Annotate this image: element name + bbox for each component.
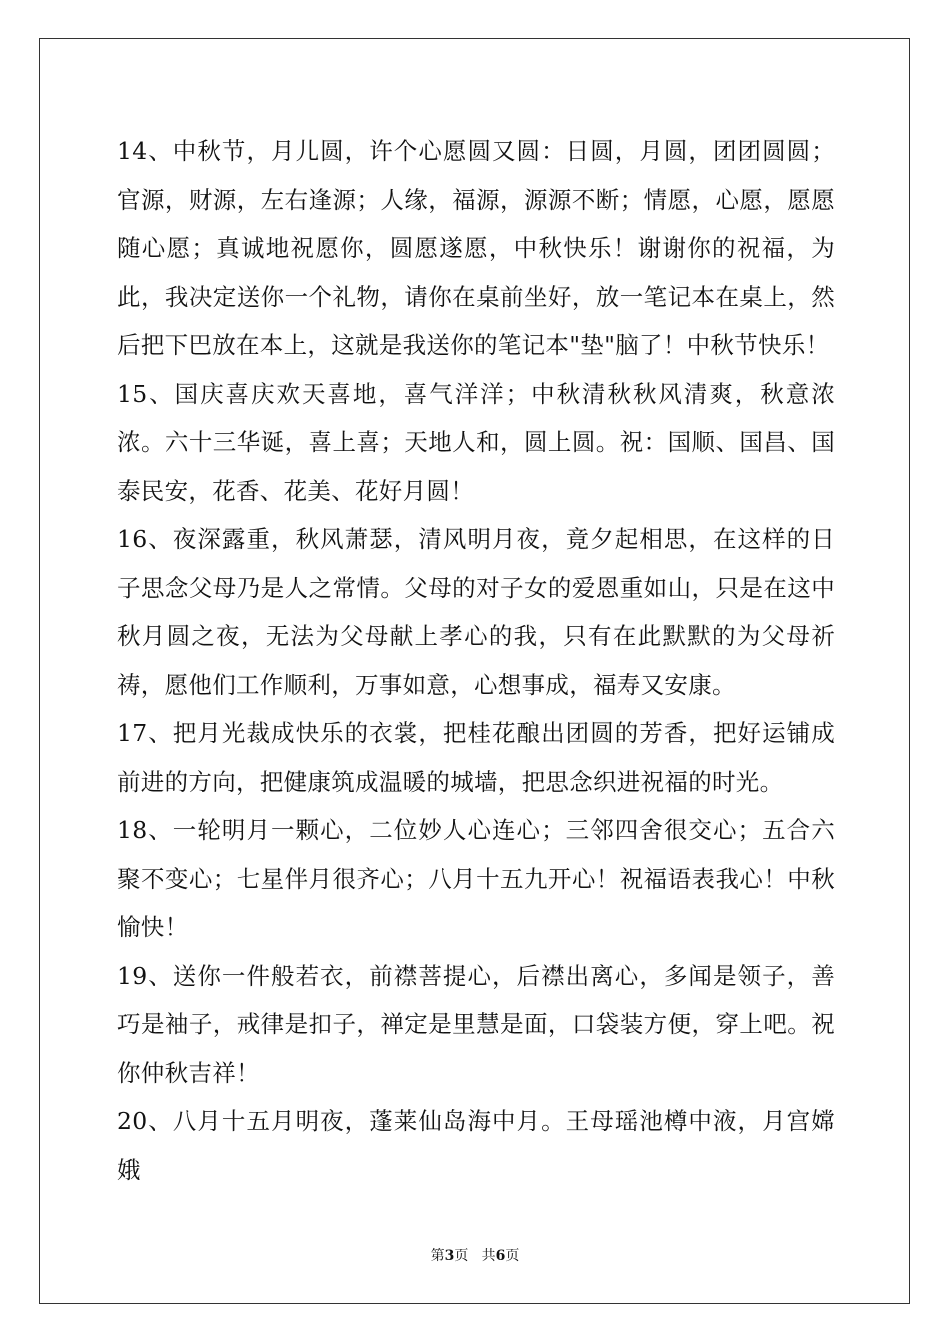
- paragraph-14: 14、中秋节，月儿圆，许个心愿圆又圆：日圆，月圆，团团圆圆；官源，财源，左右逢源；人缘，福源，源源不断；情愿，心愿，愿愿随心愿；真诚地祝愿你，圆愿遂愿，中秋快乐！谢谢你的祝福，为此，我决定送你一个礼物，请你在桌前坐好，放一笔记本在桌上，然后把下巴放在本上，这就是我送你的笔记本"垫"脑了！中秋节快乐！: [117, 137, 835, 359]
- page-total: 共6页: [481, 1248, 520, 1264]
- paragraph-16: 16、夜深露重，秋风萧瑟，清风明月夜，竟夕起相思，在这样的日子思念父母乃是人之常情。父母的对子女的爱恩重如山，只是在这中秋月圆之夜，无法为父母献上孝心的我，只有在此默默的为父母祈祷，愿他们工作顺利，万事如意，心想事成，福寿又安康。: [117, 525, 835, 699]
- paragraph-15: 15、国庆喜庆欢天喜地，喜气洋洋；中秋清秋秋风清爽，秋意浓浓。六十三华诞，喜上喜；天地人和，圆上圆。祝：国顺、国昌、国泰民安，花香、花美、花好月圆！: [117, 379, 835, 505]
- page-number: 第3页: [430, 1248, 469, 1264]
- paragraph-17: 17、把月光裁成快乐的衣裳，把桂花酿出团圆的芳香，把好运铺成前进的方向，把健康筑成温暖的城墙，把思念织进祝福的时光。: [117, 719, 835, 796]
- paragraph-20: 20、八月十五月明夜，蓬莱仙岛海中月。王母瑶池樽中液，月宫嫦娥: [117, 1107, 835, 1184]
- page-footer: [0, 1247, 950, 1265]
- paragraph-18: 18、一轮明月一颗心，二位妙人心连心；三邻四舍很交心；五合六聚不变心；七星伴月很齐心；八月十五九开心！祝福语表我心！中秋愉快！: [117, 816, 835, 941]
- document-body: [117, 127, 835, 1194]
- paragraph-19: 19、送你一件般若衣，前襟菩提心，后襟出离心，多闻是领子，善巧是袖子，戒律是扣子，禅定是里慧是面，口袋装方便，穿上吧。祝你仲秋吉祥！: [117, 961, 835, 1087]
